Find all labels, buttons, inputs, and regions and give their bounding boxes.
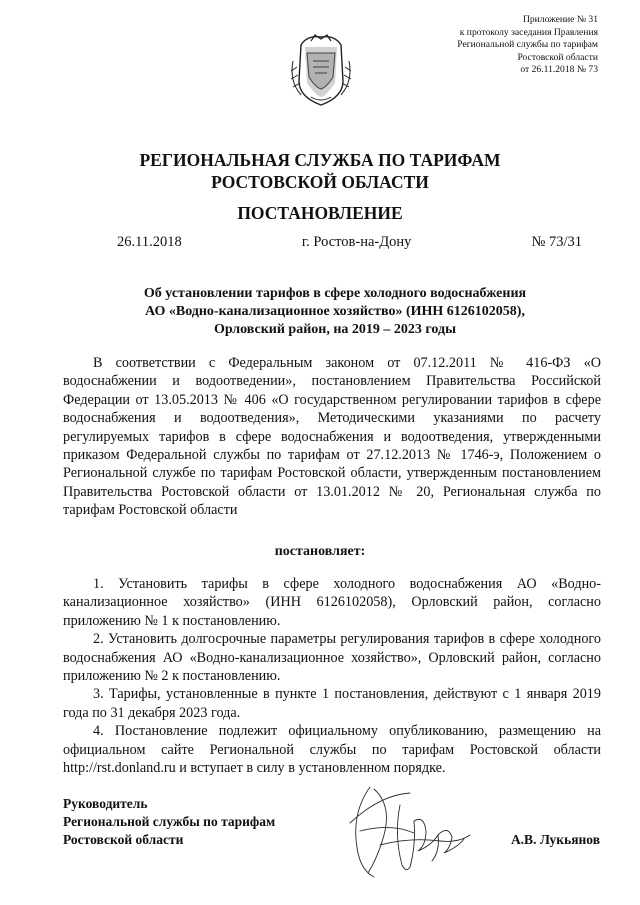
document-number: № 73/31 xyxy=(531,234,582,250)
organization-title xyxy=(0,149,640,193)
resolution-item-2: 2. Установить долгосрочные параметры регулирования тарифов в сфере холодного водоснабжения АО «Водно-канализационное хозяйство», Орловский район, согласно приложению № 2 к постановлению. xyxy=(63,631,601,685)
signer-title-line-3: Ростовской области xyxy=(63,832,184,847)
subject-line-3: Орловский район, на 2019 – 2023 годы xyxy=(213,322,457,337)
signer-title-line-1: Руководитель xyxy=(63,796,148,811)
subject-line-2: АО «Водно-канализационное хозяйство» (ИНН 6126102058), xyxy=(145,304,525,319)
document-subject xyxy=(82,285,588,339)
organization-title-line-2: РОСТОВСКОЙ ОБЛАСТИ xyxy=(211,172,429,192)
document-date: 26.11.2018 xyxy=(117,234,182,250)
coat-of-arms-icon xyxy=(287,31,355,111)
annex-line-2: к протоколу заседания Правления xyxy=(459,26,598,38)
annex-line-5: от 26.11.2018 № 73 xyxy=(520,64,598,76)
preamble-text: В соответствии с Федеральным законом от 07.12.2011 № 416-ФЗ «О водоснабжении и водоотведении», постановлением Правительства Российской Федерации от 13.05.2013 № 406 «О государственном регулировании тарифов в сфере водоснабжения и водоотведения», Методическими указаниями по расчету регулируемых тарифов в сфере водоснабжения и водоотведения, утвержденными приказом Федеральной службы по тарифам от 27.12.2013 № 1746-э, Положением о Региональной службе по тарифам Ростовской области, утвержденным постановлением Правительства Ростовской области от 13.01.2012 № 20, Региональная служба по тарифам Ростовской области xyxy=(63,355,601,519)
signer-title-line-2: Региональной службы по тарифам xyxy=(63,814,276,829)
document-type: ПОСТАНОВЛЕНИЕ xyxy=(237,203,403,223)
annex-line-1: Приложение № 31 xyxy=(522,14,598,25)
signer-name: А.В. Лукьянов xyxy=(510,832,600,847)
handwritten-signature xyxy=(340,775,480,885)
resolution-items xyxy=(63,575,601,777)
annex-line-3: Региональной службы по тарифам xyxy=(457,39,598,51)
annex-line-4: Ростовской области xyxy=(517,51,598,63)
document-meta xyxy=(117,233,582,251)
resolution-item-4: 4. Постановление подлежит официальному опубликованию, размещению на официальном сайте Региональной службы по тарифам Ростовской области http://rst.donland.ru и вступает в силу в установленном порядке. xyxy=(63,723,601,777)
resolution-item-1: 1. Установить тарифы в сфере холодного водоснабжения АО «Водно-канализационное хозяйство» (ИНН 6126102058), Орловский район, согласно приложению № 1 к постановлению. xyxy=(63,576,601,629)
subject-line-1: Об установлении тарифов в сфере холодного водоснабжения xyxy=(143,286,527,301)
resolves-heading: постановляет: xyxy=(274,544,366,559)
signer-title xyxy=(63,795,275,849)
resolution-item-3: 3. Тарифы, установленные в пункте 1 постановления, действуют с 1 января 2019 года по 31 декабря 2023 года. xyxy=(63,686,601,721)
preamble xyxy=(63,354,601,520)
organization-title-line-1: РЕГИОНАЛЬНАЯ СЛУЖБА ПО ТАРИФАМ xyxy=(139,150,501,170)
annex-reference xyxy=(457,14,598,77)
document-place: г. Ростов-на-Дону xyxy=(301,234,412,250)
